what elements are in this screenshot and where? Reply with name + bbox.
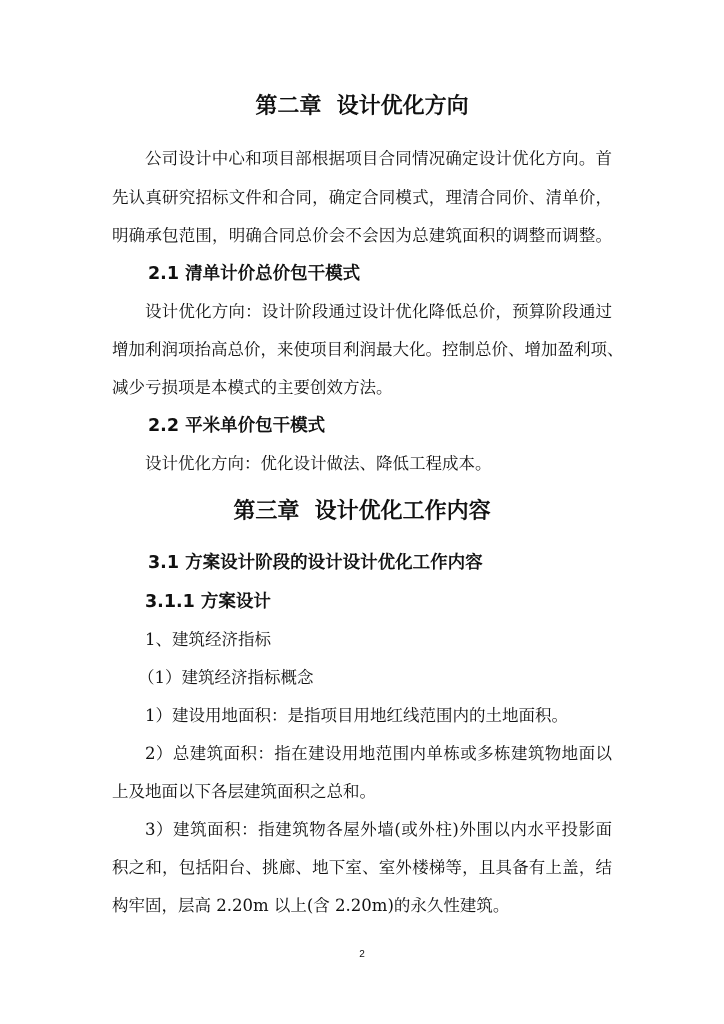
section-3-1-heading: 3.1 方案设计阶段的设计设计优化工作内容 <box>148 553 483 573</box>
definition-line: 构牢固，层高 2.20m 以上(含 2.20m)的永久性建筑。 <box>112 896 510 915</box>
chapter-3-title: 第三章 设计优化工作内容 <box>233 499 491 524</box>
list-item: （1）建筑经济指标概念 <box>138 668 314 687</box>
paragraph-line: 增加利润项抬高总价，来使项目利润最大化。控制总价、增加盈利项、 <box>112 340 624 359</box>
definition-line: 1）建设用地面积：是指项目用地红线范围内的土地面积。 <box>145 706 568 725</box>
paragraph-line: 公司设计中心和项目部根据项目合同情况确定设计优化方向。首 <box>145 149 612 168</box>
section-2-2-heading: 2.2 平米单价包干模式 <box>148 416 326 436</box>
definition-line: 上及地面以下各层建筑面积之总和。 <box>112 782 376 801</box>
definition-line: 2）总建筑面积：指在建设用地范围内单栋或多栋建筑物地面以 <box>145 744 612 763</box>
section-2-1-heading: 2.1 清单计价总价包干模式 <box>148 264 361 284</box>
paragraph-line: 设计优化方向：设计阶段通过设计优化降低总价，预算阶段通过 <box>145 302 612 321</box>
paragraph-line: 明确承包范围，明确合同总价会不会因为总建筑面积的调整而调整。 <box>112 226 612 245</box>
definition-line: 3）建筑面积：指建筑物各屋外墙(或外柱)外围以内水平投影面 <box>145 820 612 839</box>
paragraph-line: 先认真研究招标文件和合同，确定合同模式，理清合同价、清单价， <box>112 188 612 207</box>
chapter-2-title: 第二章 设计优化方向 <box>255 94 469 119</box>
paragraph-line: 设计优化方向：优化设计做法、降低工程成本。 <box>145 454 492 473</box>
page-number: 2 <box>359 949 365 960</box>
paragraph-line: 减少亏损项是本模式的主要创效方法。 <box>112 378 393 397</box>
section-3-1-1-heading: 3.1.1 方案设计 <box>145 592 271 612</box>
definition-line: 积之和，包括阳台、挑廊、地下室、室外楼梯等，且具备有上盖，结 <box>112 858 612 877</box>
list-item: 1、建筑经济指标 <box>145 630 271 649</box>
